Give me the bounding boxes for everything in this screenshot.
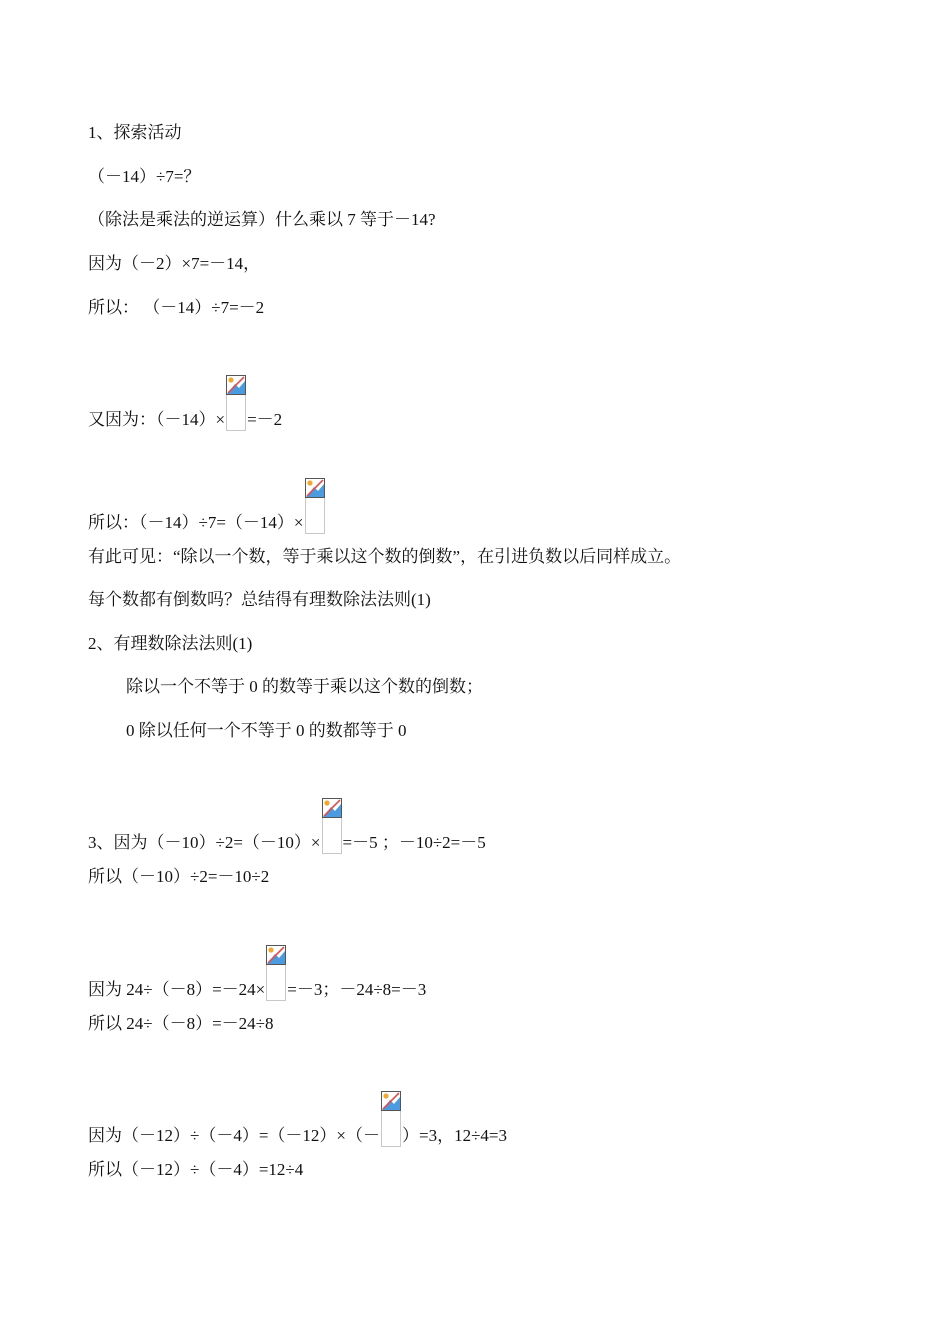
- line-text: 所以 24÷（－8）=－24÷8: [88, 1014, 274, 1033]
- text-line: [88, 866, 269, 888]
- line-text: （除法是乘法的逆运算）什么乘以 7 等于－14?: [88, 210, 436, 229]
- line-text: 0 除以任何一个不等于 0 的数都等于 0: [126, 721, 407, 740]
- line-text: 2、有理数除法法则(1): [88, 634, 253, 653]
- broken-image-icon: [305, 478, 325, 534]
- text-line: [126, 676, 483, 698]
- text-line: [88, 122, 182, 144]
- line-text: =－2: [247, 410, 283, 429]
- text-line: [88, 375, 283, 429]
- broken-image-icon: [381, 1091, 401, 1147]
- text-line: [88, 798, 486, 852]
- line-text: 每个数都有倒数吗？总结得有理数除法法则(1): [88, 590, 431, 609]
- broken-image-icon: [322, 798, 342, 854]
- line-text: 3、因为（－10）÷2=（－10）×: [88, 833, 321, 852]
- line-text: （－14）÷7=？: [88, 167, 201, 186]
- line-text: 除以一个不等于 0 的数等于乘以这个数的倒数；: [126, 677, 483, 696]
- text-line: [88, 166, 200, 188]
- text-line: [88, 945, 427, 999]
- line-text: 因为 24÷（－8）=－24×: [88, 980, 266, 999]
- line-text: 因为（－2）×7=－14，: [88, 254, 261, 273]
- text-line: [88, 253, 260, 275]
- text-line: [126, 720, 407, 742]
- text-line: [88, 589, 431, 611]
- line-text: 又因为：（－14）×: [88, 410, 226, 429]
- line-text: 1、探索活动: [88, 123, 182, 142]
- line-text: ）=3，12÷4=3: [402, 1126, 508, 1145]
- text-line: [88, 297, 264, 319]
- broken-image-icon: [226, 375, 246, 431]
- line-text: =－3；－24÷8=－3: [287, 980, 427, 999]
- text-line: [88, 1091, 508, 1145]
- line-text: 所以： （－14）÷7=－2: [88, 298, 265, 317]
- line-text: =－5 ；－10÷2=－5: [342, 833, 486, 852]
- line-text: 因为（－12）÷（－4）=（－12）×（－: [88, 1126, 381, 1145]
- text-line: [88, 633, 252, 655]
- text-line: [88, 478, 326, 532]
- text-line: [88, 209, 436, 231]
- text-line: [88, 1159, 303, 1181]
- line-text: 所以：（－14）÷7=（－14）×: [88, 513, 304, 532]
- line-text: 有此可见：“除以一个数，等于乘以这个数的倒数”，在引进负数以后同样成立。: [88, 547, 682, 566]
- line-text: 所以（－12）÷（－4）=12÷4: [88, 1160, 304, 1179]
- text-line: [88, 546, 681, 568]
- line-text: 所以（－10）÷2=－10÷2: [88, 867, 270, 886]
- broken-image-icon: [266, 945, 286, 1001]
- text-line: [88, 1013, 274, 1035]
